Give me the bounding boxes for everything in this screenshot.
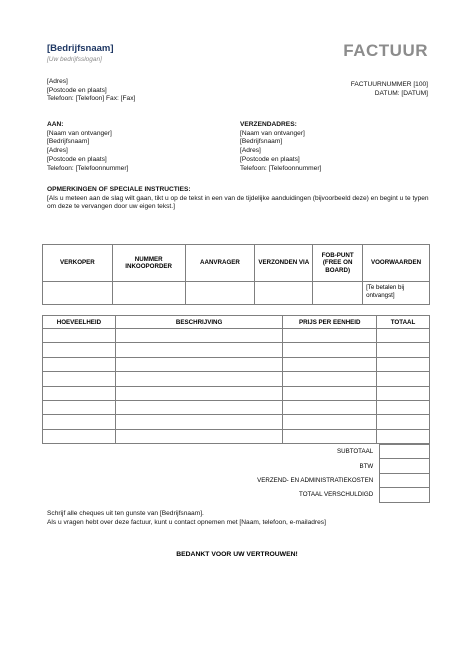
- line-total-cell[interactable]: [377, 386, 430, 400]
- tax-value[interactable]: [380, 459, 430, 473]
- subtotal-value[interactable]: [380, 445, 430, 459]
- table-row: [43, 357, 430, 371]
- table-row: [43, 400, 430, 414]
- fob-point-header: FOB-PUNT (FREE ON BOARD): [313, 245, 363, 282]
- line-total-cell[interactable]: [377, 329, 430, 343]
- requester-header: AANVRAGER: [185, 245, 255, 282]
- description-cell[interactable]: [115, 329, 282, 343]
- description-cell[interactable]: [115, 400, 282, 414]
- ship-to-line: [Adres]: [240, 147, 261, 155]
- shipping-row: [225, 473, 430, 487]
- sender-postcode-line: [Postcode en plaats]: [47, 86, 107, 94]
- ship-to-line: [Bedrijfsnaam]: [240, 138, 283, 146]
- unit-price-cell[interactable]: [283, 400, 377, 414]
- sender-address: [47, 78, 135, 104]
- table-row: [43, 415, 430, 429]
- items-table: [42, 315, 430, 444]
- tax-label: BTW: [359, 462, 374, 470]
- line-total-cell[interactable]: [377, 372, 430, 386]
- table-row: [43, 386, 430, 400]
- totals-table: [225, 444, 430, 503]
- cheque-instruction: Schrijf alle cheques uit ten gunste van [Bedrijfsnaam].: [47, 510, 204, 517]
- remarks-text: [Als u meteen aan de slag wilt gaan, tikt u op de tekst in een van de tijdelijke aanduidingen (bijvoorbeeld deze) en begint u te typen om deze te vervangen door uw eigen tekst.]: [47, 194, 429, 211]
- quantity-cell[interactable]: [43, 429, 116, 443]
- ship-to-line: [Postcode en plaats]: [240, 155, 300, 163]
- bill-to-line: [Bedrijfsnaam]: [47, 138, 90, 146]
- total-due-row: [225, 488, 430, 502]
- seller-cell[interactable]: [43, 282, 113, 305]
- shipping-value[interactable]: [380, 473, 430, 487]
- quantity-header: HOEVEELHEID: [43, 316, 116, 329]
- quantity-cell[interactable]: [43, 357, 116, 371]
- description-header: BESCHRIJVING: [115, 316, 282, 329]
- bill-to-line: Telefoon: [Telefoonnummer]: [47, 164, 129, 172]
- table-row: [43, 343, 430, 357]
- description-cell[interactable]: [115, 386, 282, 400]
- bill-to-heading: AAN:: [47, 121, 64, 128]
- unit-price-cell[interactable]: [283, 386, 377, 400]
- fob-point-cell[interactable]: [313, 282, 363, 305]
- sender-phone-line: Telefoon: [Telefoon] Fax: [Fax]: [47, 95, 136, 103]
- shipped-via-cell[interactable]: [255, 282, 313, 305]
- seller-header: VERKOPER: [43, 245, 113, 282]
- invoice-number: FACTUURNUMMER [100]: [350, 81, 428, 88]
- sender-address-line: [Adres]: [47, 78, 68, 85]
- ship-to-line: Telefoon: [Telefoonnummer]: [240, 164, 322, 172]
- remarks-heading: OPMERKINGEN OF SPECIALE INSTRUCTIES:: [47, 186, 191, 193]
- shipping-label: VERZEND- EN ADMINISTRATIEKOSTEN: [257, 476, 374, 484]
- total-due-label: TOTAAL VERSCHULDIGD: [299, 491, 374, 499]
- unit-price-cell[interactable]: [283, 357, 377, 371]
- po-number-header: NUMMER INKOOPORDER: [112, 245, 185, 282]
- remarks-block: [47, 186, 432, 212]
- line-total-cell[interactable]: [377, 415, 430, 429]
- total-due-value[interactable]: [380, 488, 430, 502]
- unit-price-header: PRIJS PER EENHEID: [283, 316, 377, 329]
- subtotal-row: [225, 445, 430, 459]
- table-row: [43, 372, 430, 386]
- line-total-cell[interactable]: [377, 429, 430, 443]
- description-cell[interactable]: [115, 415, 282, 429]
- unit-price-cell[interactable]: [283, 329, 377, 343]
- quantity-cell[interactable]: [43, 415, 116, 429]
- line-total-cell[interactable]: [377, 343, 430, 357]
- unit-price-cell[interactable]: [283, 372, 377, 386]
- bill-to-line: [Naam van ontvanger]: [47, 129, 112, 137]
- line-total-cell[interactable]: [377, 400, 430, 414]
- contact-instruction: Als u vragen hebt over deze factuur, kunt u contact opnemen met [Naam, telefoon, e-mailadres]: [47, 518, 326, 526]
- shipped-via-header: VERZONDEN VIA: [255, 245, 313, 282]
- company-name: [Bedrijfsnaam]: [47, 43, 114, 54]
- bill-to-line: [Postcode en plaats]: [47, 155, 107, 163]
- quantity-cell[interactable]: [43, 400, 116, 414]
- quantity-cell[interactable]: [43, 329, 116, 343]
- ship-to-block: [240, 121, 321, 173]
- description-cell[interactable]: [115, 372, 282, 386]
- bill-to-line: [Adres]: [47, 147, 68, 155]
- invoice-date: DATUM: [DATUM]: [374, 89, 428, 97]
- unit-price-cell[interactable]: [283, 429, 377, 443]
- terms-header: VOORWAARDEN: [363, 245, 430, 282]
- unit-price-cell[interactable]: [283, 415, 377, 429]
- quantity-cell[interactable]: [43, 372, 116, 386]
- table-row: [43, 429, 430, 443]
- line-total-header: TOTAAL: [377, 316, 430, 329]
- tax-row: [225, 459, 430, 473]
- order-info-table: [42, 244, 430, 305]
- invoice-meta: [351, 81, 428, 98]
- description-cell[interactable]: [115, 357, 282, 371]
- quantity-cell[interactable]: [43, 386, 116, 400]
- description-cell[interactable]: [115, 343, 282, 357]
- description-cell[interactable]: [115, 429, 282, 443]
- thank-you-message: BEDANKT VOOR UW VERTROUWEN!: [176, 551, 298, 558]
- company-slogan: [Uw bedrijfsslogan]: [47, 56, 102, 63]
- line-total-cell[interactable]: [377, 357, 430, 371]
- bill-to-block: [47, 121, 128, 173]
- subtotal-label: SUBTOTAAL: [336, 448, 374, 456]
- table-row: [43, 329, 430, 343]
- invoice-title: FACTUUR: [343, 41, 428, 60]
- quantity-cell[interactable]: [43, 343, 116, 357]
- po-number-cell[interactable]: [112, 282, 185, 305]
- ship-to-line: [Naam van ontvanger]: [240, 129, 305, 137]
- ship-to-heading: VERZENDADRES:: [240, 121, 297, 128]
- requester-cell[interactable]: [185, 282, 255, 305]
- terms-cell[interactable]: [Te betalen bij ontvangst]: [363, 282, 430, 305]
- unit-price-cell[interactable]: [283, 343, 377, 357]
- footer-notes: [47, 510, 326, 527]
